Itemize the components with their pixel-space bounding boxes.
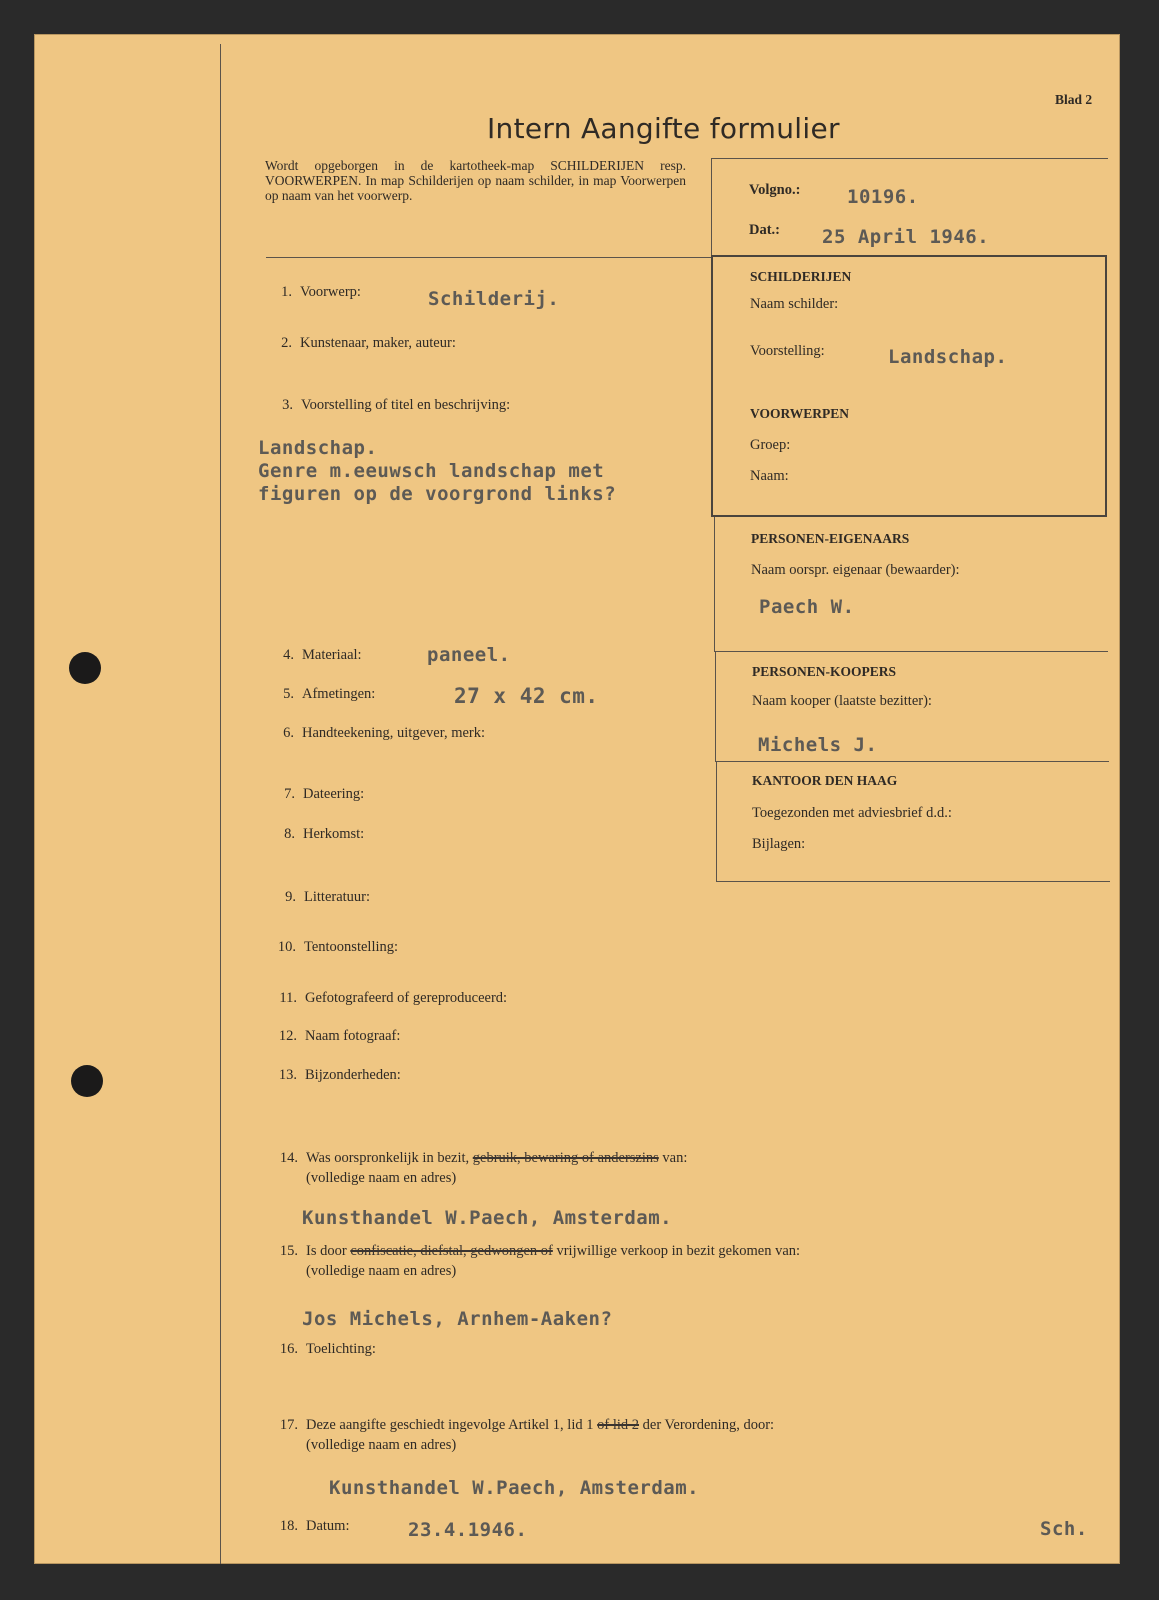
field-15 bbox=[268, 1243, 800, 1260]
field-label: Materiaal: bbox=[302, 647, 362, 663]
field-number: 14. bbox=[279, 1150, 298, 1166]
field-number: 15. bbox=[279, 1243, 298, 1259]
bijlagen-label: Bijlagen: bbox=[752, 836, 806, 852]
punch-hole-top bbox=[69, 652, 101, 684]
eigenaar-value: Paech W. bbox=[759, 596, 855, 618]
field-number: 18. bbox=[279, 1518, 298, 1534]
field-number: 12. bbox=[278, 1028, 297, 1044]
voorstelling-label: Voorstelling: bbox=[750, 343, 825, 359]
datum-value: 23.4.1946. bbox=[408, 1519, 528, 1541]
field-18 bbox=[268, 1518, 350, 1535]
field-number: 13. bbox=[278, 1067, 297, 1083]
struck-out-text: of lid 2 bbox=[597, 1417, 640, 1433]
field-label: Naam fotograaf: bbox=[305, 1028, 401, 1044]
field-label: Is door bbox=[306, 1243, 347, 1259]
field-17-sub: (volledige naam en adres) bbox=[306, 1437, 457, 1453]
field-label-end: vrijwillige verkoop in bezit gekomen van: bbox=[556, 1243, 801, 1259]
punch-hole-bottom bbox=[71, 1065, 103, 1097]
field-label-end: der Verordening, door: bbox=[642, 1417, 775, 1433]
eigenaars-heading: PERSONEN-EIGENAARS bbox=[751, 531, 910, 546]
field-label: Voorstelling of titel en beschrijving: bbox=[301, 397, 511, 413]
left-margin-line bbox=[220, 44, 221, 1564]
voorstelling-value: Landschap. bbox=[888, 346, 1008, 368]
voorwerpen-heading: VOORWERPEN bbox=[750, 406, 850, 421]
field-1 bbox=[262, 284, 361, 301]
volgno-value: 10196. bbox=[847, 186, 919, 208]
field-14-sub: (volledige naam en adres) bbox=[306, 1170, 457, 1186]
toegezonden-label: Toegezonden met adviesbrief d.d.: bbox=[752, 805, 952, 821]
eigenaar-label: Naam oorspr. eigenaar (bewaarder): bbox=[751, 562, 960, 578]
field-5 bbox=[264, 686, 375, 703]
schilderijen-heading: SCHILDERIJEN bbox=[750, 269, 852, 284]
initials: Sch. bbox=[1040, 1518, 1088, 1540]
struck-out-text: gebruik, bewaring of anderszins bbox=[472, 1150, 659, 1166]
field-label: Handteekening, uitgever, merk: bbox=[302, 725, 486, 741]
field-number: 9. bbox=[285, 889, 296, 905]
groep-label: Groep: bbox=[750, 437, 791, 453]
field-label: Dateering: bbox=[303, 786, 365, 802]
koopers-heading: PERSONEN-KOOPERS bbox=[752, 664, 897, 679]
field-number: 7. bbox=[284, 786, 295, 802]
field-number: 4. bbox=[283, 647, 294, 663]
naam-label: Naam: bbox=[750, 468, 789, 484]
kooper-value: Michels J. bbox=[758, 734, 878, 756]
field-11 bbox=[267, 990, 507, 1007]
field-6 bbox=[264, 725, 485, 742]
kantoor-heading: KANTOOR DEN HAAG bbox=[752, 773, 898, 788]
field-15-sub: (volledige naam en adres) bbox=[306, 1263, 457, 1279]
field-3 bbox=[263, 397, 510, 414]
field-label: Toelichting: bbox=[306, 1341, 376, 1357]
kooper-label: Naam kooper (laatste bezitter): bbox=[752, 693, 932, 709]
field-8 bbox=[265, 826, 364, 843]
field-10 bbox=[266, 939, 398, 956]
voorwerp-value: Schilderij. bbox=[428, 288, 560, 310]
field-15-value: Jos Michels, Arnhem-Aaken? bbox=[302, 1308, 613, 1330]
field-label-end: van: bbox=[662, 1150, 688, 1166]
field-label: Datum: bbox=[306, 1518, 350, 1534]
beschrijving-line-1: Landschap. bbox=[258, 437, 378, 459]
field-number: 8. bbox=[284, 826, 295, 842]
field-label: Litteratuur: bbox=[304, 889, 371, 905]
form-title: Intern Aangifte formulier bbox=[487, 112, 840, 145]
field-number: 16. bbox=[279, 1341, 298, 1357]
field-12 bbox=[267, 1028, 400, 1045]
sheet-number: Blad 2 bbox=[1055, 92, 1093, 107]
field-label: Kunstenaar, maker, auteur: bbox=[300, 335, 456, 351]
kantoor-bottom-rule bbox=[716, 881, 1110, 882]
field-number: 3. bbox=[282, 397, 293, 413]
field-7 bbox=[265, 786, 364, 803]
koopers-bottom-rule bbox=[715, 761, 1109, 762]
field-number: 5. bbox=[283, 686, 294, 702]
eigenaars-box-left bbox=[714, 517, 715, 652]
struck-out-text: confiscatie, diefstal, gedwongen of bbox=[350, 1243, 553, 1259]
volgno-label: Volgno.: bbox=[749, 182, 801, 198]
field-number: 2. bbox=[281, 335, 292, 351]
storage-note: Wordt opgeborgen in de kartotheek-map SCHILDERIJEN resp. VOORWERPEN. In map Schilderijen op naam schilder, in map Voorwerpen op naam van het voorwerp. bbox=[265, 158, 686, 203]
field-label: Was oorspronkelijk in bezit, bbox=[306, 1150, 470, 1166]
field-14 bbox=[268, 1150, 687, 1167]
beschrijving-line-3: figuren op de voorgrond links? bbox=[258, 483, 617, 505]
field-17 bbox=[268, 1417, 774, 1434]
field-16 bbox=[268, 1341, 376, 1358]
field-label: Deze aangifte geschiedt ingevolge Artikel 1, lid 1 bbox=[306, 1417, 594, 1433]
field-label: Bijzonderheden: bbox=[305, 1067, 401, 1083]
field-9 bbox=[266, 889, 370, 906]
volgno-box-left bbox=[711, 158, 712, 258]
dat-label: Dat.: bbox=[749, 222, 781, 238]
field-label: Voorwerp: bbox=[300, 284, 361, 300]
dat-value: 25 April 1946. bbox=[822, 226, 990, 248]
field-number: 11. bbox=[279, 990, 297, 1006]
field-number: 1. bbox=[281, 284, 292, 300]
kantoor-box-left bbox=[716, 761, 717, 881]
field-label: Tentoonstelling: bbox=[304, 939, 399, 955]
field-2 bbox=[262, 335, 456, 352]
beschrijving-line-2: Genre m.eeuwsch landschap met bbox=[258, 460, 605, 482]
field-4 bbox=[264, 647, 362, 664]
naam-schilder-label: Naam schilder: bbox=[750, 296, 839, 312]
koopers-box-left bbox=[715, 652, 716, 762]
field-number: 6. bbox=[283, 725, 294, 741]
field-13 bbox=[267, 1067, 401, 1084]
header-rule bbox=[266, 257, 711, 258]
field-14-value: Kunsthandel W.Paech, Amsterdam. bbox=[302, 1207, 673, 1229]
eigenaars-bottom-rule bbox=[714, 651, 1108, 652]
field-label: Herkomst: bbox=[303, 826, 365, 842]
volgno-top-rule bbox=[711, 158, 1108, 159]
materiaal-value: paneel. bbox=[427, 644, 511, 666]
field-number: 10. bbox=[277, 939, 296, 955]
field-label: Gefotografeerd of gereproduceerd: bbox=[305, 990, 508, 1006]
afmetingen-value: 27 x 42 cm. bbox=[454, 684, 599, 708]
field-label: Afmetingen: bbox=[302, 686, 376, 702]
field-17-value: Kunsthandel W.Paech, Amsterdam. bbox=[329, 1477, 700, 1499]
field-number: 17. bbox=[279, 1417, 298, 1433]
